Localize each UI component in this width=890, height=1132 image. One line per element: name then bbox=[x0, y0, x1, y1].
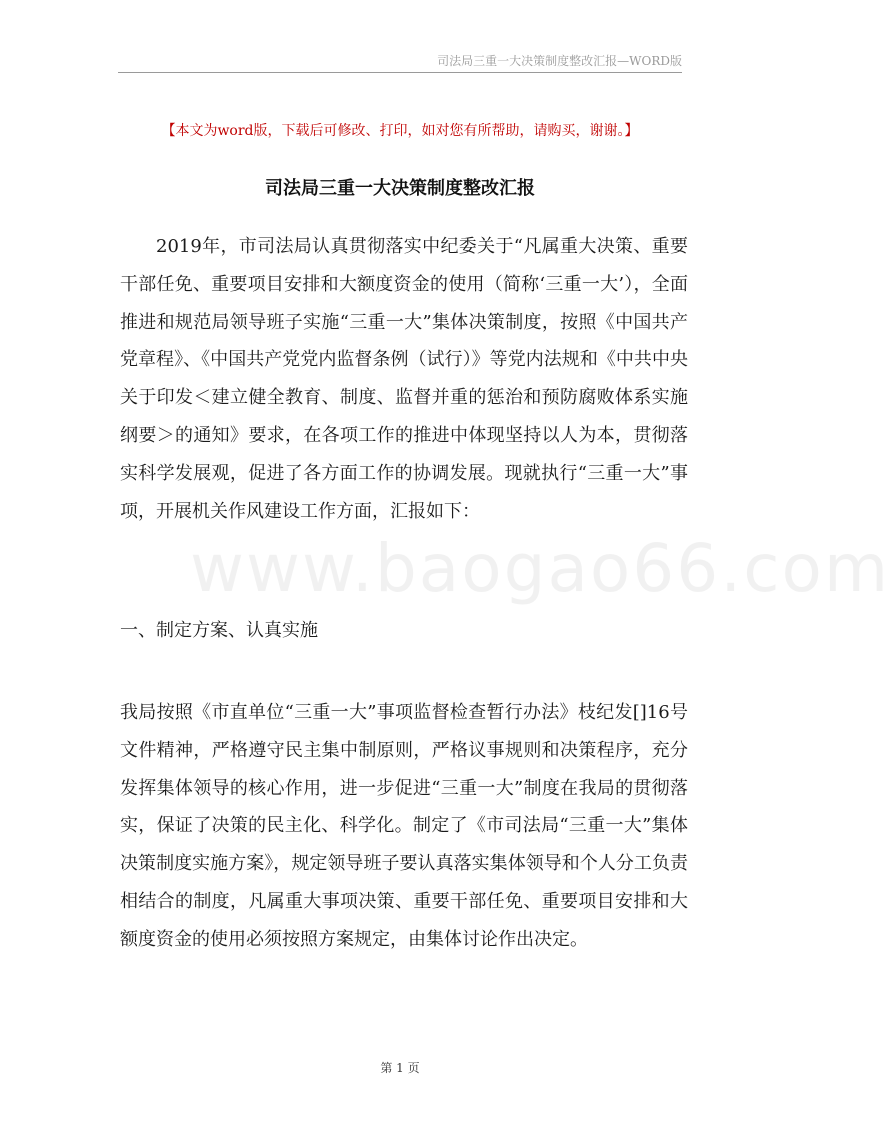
watermark: www.baogao66.com bbox=[190, 530, 890, 607]
paragraph-intro: 2019年，市司法局认真贯彻落实中纪委关于“凡属重大决策、重要干部任免、重要项目安排和大额度资金的使用（简称‘三重一大’），全面推进和规范局领导班子实施“三重一大”集体决策制度，按照《中国共产党章程》、《中国共产党党内监督条例（试行）》等党内法规和《中共中央关于印发＜建立健全教育、制度、监督并重的惩治和预防腐败体系实施纲要＞的通知》要求，在各项工作的推进中体现坚持以人为本，贯彻落实科学发展观，促进了各方面工作的协调发展。现就执行“三重一大”事项，开展机关作风建设工作方面，汇报如下： bbox=[120, 236, 688, 522]
document-title: 司法局三重一大决策制度整改汇报 bbox=[265, 178, 535, 199]
page-number: 第 1 页 bbox=[380, 1061, 420, 1075]
header-rule bbox=[118, 72, 682, 73]
section-heading: 一、制定方案、认真实施 bbox=[120, 620, 318, 641]
purchase-notice: 【本文为word版，下载后可修改、打印，如对您有所帮助，请购买，谢谢。】 bbox=[161, 123, 639, 139]
paragraph-section-1: 我局按照《市直单位“三重一大”事项监督检查暂行办法》枝纪发[]16号文件精神，严格遵守民主集中制原则，严格议事规则和决策程序，充分发挥集体领导的核心作用，进一步促进“三重一大”制度在我局的贯彻落实，保证了决策的民主化、科学化。制定了《市司法局“三重一大”集体决策制度实施方案》，规定领导班子要认真落实集体领导和个人分工负责相结合的制度，凡属重大事项决策、重要干部任免、重要项目安排和大额度资金的使用必须按照方案规定，由集体讨论作出决定。 bbox=[120, 702, 688, 950]
running-header: 司法局三重一大决策制度整改汇报—WORD版 bbox=[437, 54, 682, 68]
